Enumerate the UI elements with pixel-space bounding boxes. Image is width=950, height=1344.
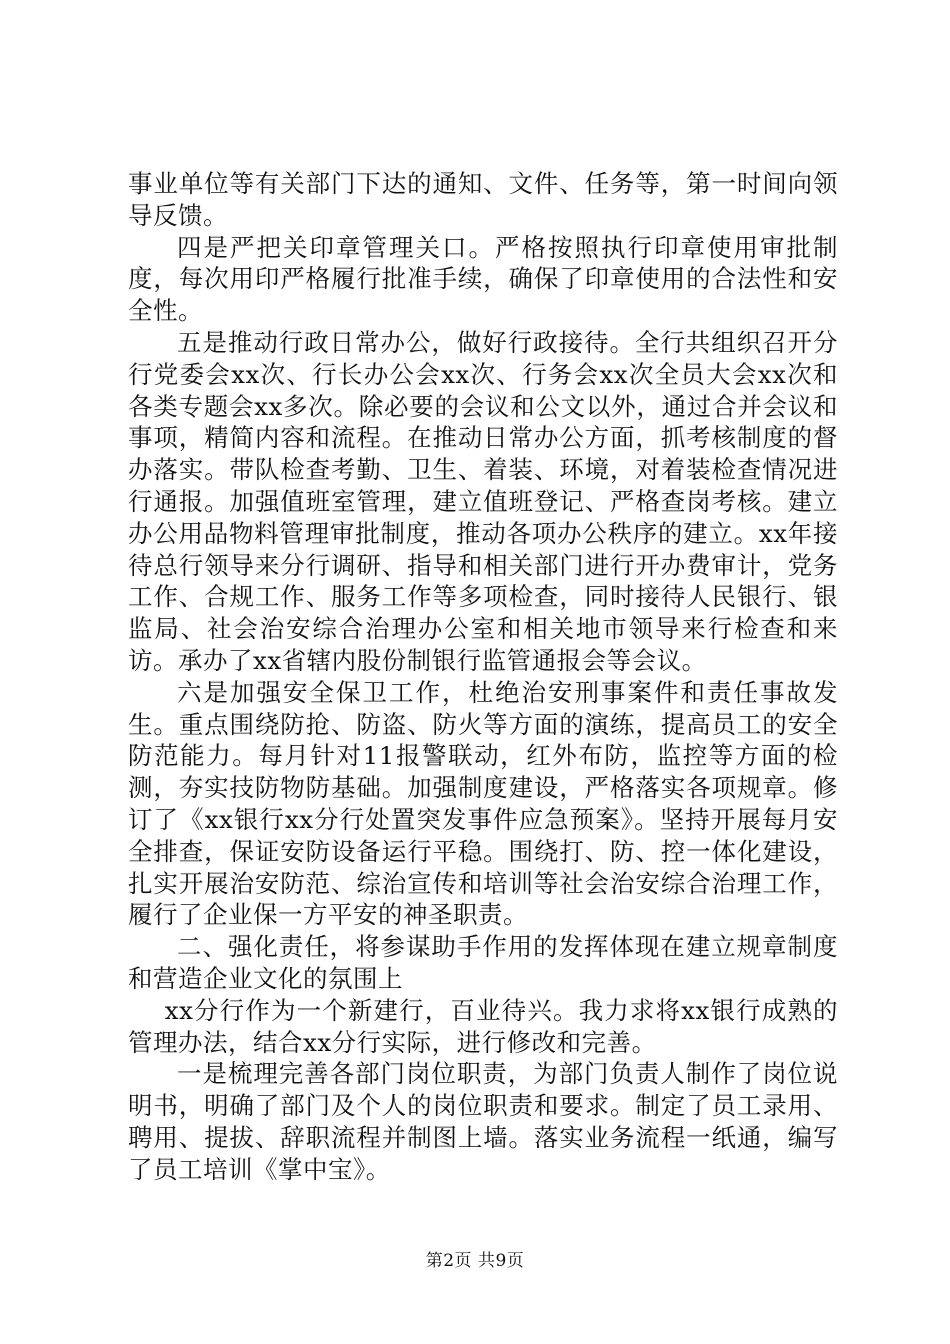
paragraph-seal-management: 四是严把关印章管理关口。严格按照执行印章使用审批制度，每次用印严格履行批准手续，确保了印章使用的合法性和安全性。 bbox=[128, 232, 838, 326]
document-body bbox=[128, 168, 838, 1186]
page-number-footer: 第2页 共9页 bbox=[425, 1251, 525, 1271]
paragraph-new-branch: xx分行作为一个新建行，百业待兴。我力求将xx银行成熟的管理办法，结合xx分行实际，进行修改和完善。 bbox=[128, 995, 838, 1057]
paragraph-daily-office: 五是推动行政日常办公，做好行政接待。全行共组织召开分行党委会xx次、行长办公会xx次、行务会xx次全员大会xx次和各类专题会xx多次。除必要的会议和公文以外，通过合并会议和事项，精简内容和流程。在推动日常办公方面，抓考核制度的督办落实。带队检查考勤、卫生、着装、环境，对着装检查情况进行通报。加强值班室管理，建立值班登记、严格查岗考核。建立办公用品物料管理审批制度，推动各项办公秩序的建立。xx年接待总行领导来分行调研、指导和相关部门进行开办费审计，党务工作、合规工作、服务工作等多项检查，同时接待人民银行、银监局、社会治安综合治理办公室和相关地市领导来行检查和来访。承办了xx省辖内股份制银行监管通报会等会议。 bbox=[128, 327, 838, 675]
paragraph-security: 六是加强安全保卫工作，杜绝治安刑事案件和责任事故发生。重点围绕防抢、防盗、防火等方面的演练，提高员工的安全防范能力。每月针对11报警联动，红外布防，监控等方面的检测，夯实技防物防基础。加强制度建设，严格落实各项规章。修订了《xx银行xx分行处置突发事件应急预案》。坚持开展每月安全排查，保证安防设备运行平稳。围绕打、防、控一体化建设，扎实开展治安防范、综治宣传和培训等社会治安综合治理工作，履行了企业保一方平安的神圣职责。 bbox=[128, 677, 838, 930]
paragraph-job-duties: 一是梳理完善各部门岗位职责，为部门负责人制作了岗位说明书，明确了部门及个人的岗位职责和要求。制定了员工录用、聘用、提拔、辞职流程并制图上墙。落实业务流程一纸通，编写了员工培训《掌中宝》。 bbox=[128, 1059, 838, 1184]
section-heading-responsibility: 二、强化责任，将参谋助手作用的发挥体现在建立规章制度和营造企业文化的氛围上 bbox=[128, 932, 838, 993]
paragraph-continuation: 事业单位等有关部门下达的通知、文件、任务等，第一时间向领导反馈。 bbox=[128, 169, 838, 230]
